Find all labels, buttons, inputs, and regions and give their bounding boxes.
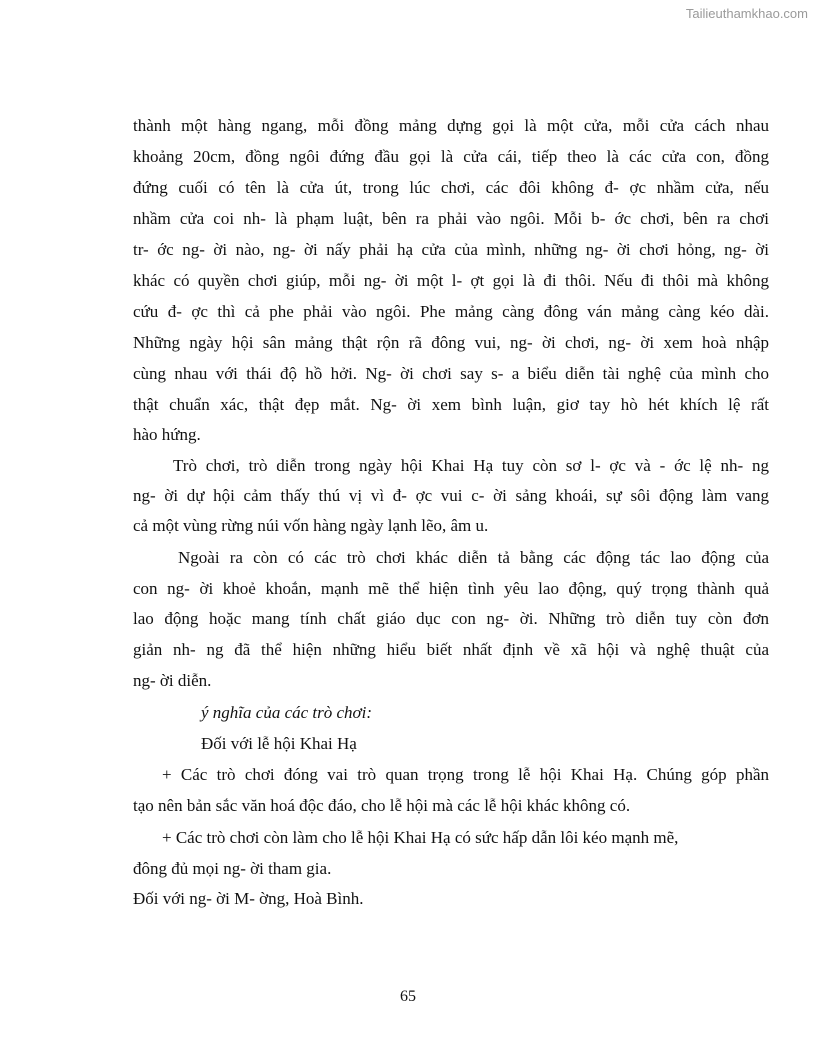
text-line: cả một vùng rừng núi vốn hàng ngày lạnh lẽo, âm u. <box>133 516 489 535</box>
text-line: Những ngày hội sân mảng thật rộn rã đông vui, ng- ời chơi, ng- ời xem hoà nhập <box>133 333 769 352</box>
watermark: Tailieuthamkhao.com <box>685 6 808 21</box>
text-line: đông đủ mọi ng- ời tham gia. <box>133 859 332 878</box>
text-line: tr- ớc ng- ời nào, ng- ời nấy phải hạ cửa của mình, những ng- ời chơi hỏng, ng- ời <box>133 240 769 259</box>
text-line: thành một hàng ngang, mỗi đồng mảng dựng gọi là một cửa, mỗi cửa cách nhau <box>133 116 769 135</box>
text-line: đứng cuối có tên là cửa út, trong lúc chơi, các đôi không đ- ợc nhầm cửa, nếu <box>133 178 769 197</box>
text-line: Ngoài ra còn có các trò chơi khác diễn tả bằng các động tác lao động của <box>178 548 769 567</box>
text-line: Trò chơi, trò diễn trong ngày hội Khai Hạ tuy còn sơ l- ợc và - ớc lệ nh- ng <box>173 456 769 475</box>
text-line: cứu đ- ợc thì cả phe phải vào ngôi. Phe mảng càng đông ván mảng càng kéo dài. <box>133 302 769 321</box>
text-line: + Các trò chơi đóng vai trò quan trọng trong lễ hội Khai Hạ. Chúng góp phần <box>162 765 769 784</box>
text-line: khoảng 20cm, đồng ngôi đứng đầu gọi là cửa cái, tiếp theo là các cửa con, đồng <box>133 147 769 166</box>
text-line: tạo nên bản sắc văn hoá độc đáo, cho lễ hội mà các lễ hội khác không có. <box>133 796 631 815</box>
section-heading: ý nghĩa của các trò chơi: <box>201 703 372 722</box>
page-number: 65 <box>400 988 416 1005</box>
text-line: Đối với ng- ời M- ờng, Hoà Bình. <box>133 889 364 908</box>
text-line: giản nh- ng đã thể hiện những hiểu biết nhất định về xã hội và nghệ thuật của <box>133 640 769 659</box>
subheading: Đối với lễ hội Khai Hạ <box>201 734 357 753</box>
text-line: cùng nhau với thái độ hồ hởi. Ng- ời chơi say s- a biểu diễn tài nghệ của mình cho <box>133 364 769 383</box>
text-line: ng- ời dự hội cảm thấy thú vị vì đ- ợc vui c- ời sảng khoái, sự sôi động làm vang <box>133 486 769 505</box>
text-line: khác có quyền chơi giúp, mỗi ng- ời một l- ợt gọi là đi thôi. Nếu đi thôi mà không <box>133 271 769 290</box>
text-line: + Các trò chơi còn làm cho lễ hội Khai Hạ có sức hấp dẫn lôi kéo mạnh mẽ, <box>162 828 679 847</box>
text-line: lao động hoặc mang tính chất giáo dục con ng- ời. Những trò diễn tuy còn đơn <box>133 609 769 628</box>
text-line: hào hứng. <box>133 425 201 444</box>
text-line: thật chuẩn xác, thật đẹp mắt. Ng- ời xem bình luận, giơ tay hò hét khích lệ rất <box>133 395 769 414</box>
text-line: con ng- ời khoẻ khoắn, mạnh mẽ thể hiện tình yêu lao động, quý trọng thành quả <box>133 579 769 598</box>
text-line: nhầm cửa coi nh- là phạm luật, bên ra phải vào ngôi. Mỗi b- ớc chơi, bên ra chơi <box>133 209 769 228</box>
text-line: ng- ời diễn. <box>133 671 212 690</box>
